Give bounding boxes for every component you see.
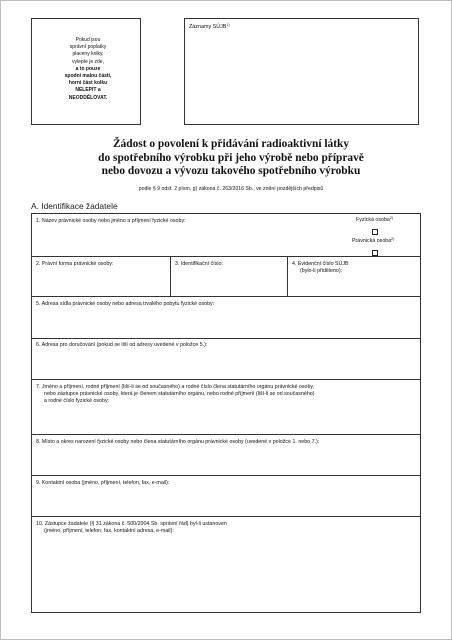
field-applicant-name[interactable]: [32, 214, 420, 257]
field-label: 10. Zástupce žadatele (§ 31 zákona č. 500/2004 Sb. správní řád) byl-li ustanoven: [36, 521, 227, 527]
stamp-note-line: správní poplatky: [69, 44, 107, 51]
stamp-note-line: placeny kolky,: [72, 51, 104, 58]
legal-person-checkbox[interactable]: [372, 250, 378, 256]
stamp-note: [45, 37, 131, 102]
legal-form-label: 2. Právní forma právnické osoby:: [36, 261, 114, 267]
field-id-number[interactable]: [170, 257, 288, 296]
title-line: do spotřebního výrobku při jeho výrobě nebo přípravě: [98, 151, 364, 164]
field-birthplace[interactable]: [32, 435, 420, 476]
field-label: 1. Název právnické osoby nebo jméno a příjmení fyzické osoby:: [36, 218, 186, 224]
field-label: nebo zástupce právnické osoby, která je členem statutárního orgánu, nebo rodné příjmení (liší-li se od současného): [44, 391, 315, 397]
id-number-label: 3. Identifikační číslo:: [175, 261, 223, 267]
field-label: a rodné číslo fyzické osoby:: [44, 398, 110, 404]
stamp-note-line: a to pouze: [75, 65, 101, 72]
record-number-note: (bylo-li přiděleno):: [300, 268, 343, 274]
stamp-note-line: NELEPIT a: [75, 87, 101, 94]
stamp-note-line: NEODDĚLOVAT.: [68, 94, 108, 101]
registry-box[interactable]: [184, 18, 419, 125]
field-representative[interactable]: [32, 517, 420, 612]
field-label: (jméno, příjmení, telefon, fax, kontaktní adresa, e-mail):: [44, 528, 174, 534]
applicant-form: [31, 213, 421, 613]
natural-person-checkbox[interactable]: [372, 229, 378, 235]
field-label: 9. Kontaktní osoba (jméno, příjmení, telefon, fax, e-mail):: [36, 480, 170, 486]
record-number-label: 4. Evidenční číslo SÚJB: [292, 261, 349, 267]
stamp-note-line: horní část kolku: [68, 80, 108, 87]
field-label: 6. Adresa pro doručování (pokud se liší od adresy uvedené v položce 5.):: [36, 342, 208, 348]
field-registered-address[interactable]: [32, 297, 420, 339]
field-statutory-member[interactable]: [32, 380, 420, 435]
legal-person-label: Právnická osoba$^{2)}$: [352, 237, 395, 244]
field-delivery-address[interactable]: [32, 339, 420, 380]
title-line: nebo dovozu a vývozu takového spotřebního výrobku: [101, 165, 361, 177]
field-record-number[interactable]: [287, 257, 421, 296]
field-label: 8. Místo a okres narození fyzické osoby nebo člena statutárního orgánu právnické osoby (uvedené v položce 1. nebo 7.):: [36, 439, 320, 445]
form-title: [61, 138, 401, 179]
row-legal-details: [32, 257, 420, 297]
field-label: 5. Adresa sídla právnické osoby nebo adresa trvalého pobytu fyzické osoby:: [36, 301, 215, 307]
section-heading: A. Identifikace žadatele: [31, 201, 118, 211]
stamp-note-line: spodní malou částí,: [64, 73, 112, 80]
stamp-note-line: Pokud jsou: [75, 37, 101, 43]
registry-label: Záznamy SÚJB$^{1)}$: [189, 23, 230, 30]
legal-basis: podle § 9 odst. 2 písm. g) zákona č. 263/2016 Sb., ve znění pozdějších předpisů: [138, 186, 324, 192]
title-line: Žádost o povolení k přidávání radioaktivní látky: [112, 138, 350, 150]
stamp-note-line: vylepte je zde,: [72, 58, 104, 65]
field-contact-person[interactable]: [32, 476, 420, 517]
natural-person-label: Fyzická osoba$^{2)}$: [356, 216, 394, 223]
field-label: 7. Jméno a příjmení, rodné příjmení (liší-li se od současného) a rodné číslo člena statutárního orgánu právnické osoby,: [36, 384, 315, 390]
